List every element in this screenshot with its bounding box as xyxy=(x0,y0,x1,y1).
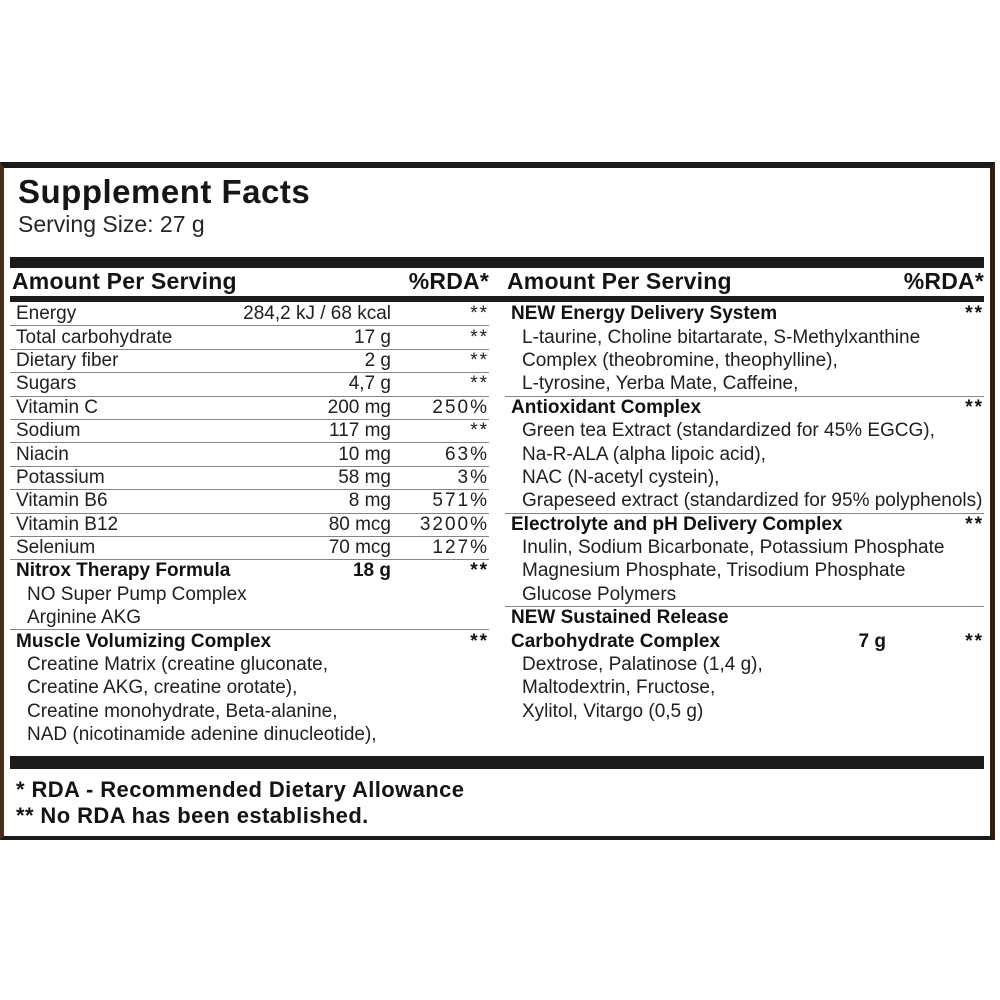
nutrient-rda: ** xyxy=(965,303,984,325)
nutrient-row xyxy=(505,373,984,396)
nutrient-rda: 250% xyxy=(432,396,489,418)
nutrient-row xyxy=(505,537,984,560)
nutrient-amount: 7 g xyxy=(858,630,886,652)
nutrient-row xyxy=(505,677,984,700)
serving-size: Serving Size: 27 g xyxy=(18,211,205,237)
nutrient-rda: 63% xyxy=(444,443,489,465)
nutrient-rda: ** xyxy=(965,513,984,535)
nutrient-amount: 18 g xyxy=(352,560,391,582)
nutrient-amount: 284,2 kJ / 68 kcal xyxy=(243,303,391,325)
nutrient-row xyxy=(10,701,489,724)
footer-divider-bar xyxy=(10,756,984,769)
rda-heading: %RDA* xyxy=(408,268,489,294)
nutrient-amount: 200 mg xyxy=(327,396,391,418)
nutrient-name: Complex (theobromine, theophylline), xyxy=(522,349,838,371)
nutrient-row xyxy=(505,607,984,630)
nutrient-row xyxy=(505,420,984,443)
nutrient-rda: 3% xyxy=(457,466,489,488)
nutrient-name: Maltodextrin, Fructose, xyxy=(522,677,716,699)
nutrient-rda: ** xyxy=(470,420,489,442)
nutrient-row xyxy=(10,537,489,560)
nutrient-row xyxy=(10,654,489,677)
column-right xyxy=(505,303,984,724)
label-title: Supplement Facts xyxy=(18,173,311,210)
amount-per-serving-heading: Amount Per Serving xyxy=(12,268,237,294)
nutrient-name: Na-R-ALA (alpha lipoic acid), xyxy=(522,443,766,465)
nutrient-row xyxy=(10,490,489,513)
nutrient-row xyxy=(10,303,489,326)
nutrient-row xyxy=(10,724,489,747)
nutrient-row xyxy=(505,630,984,653)
nutrient-name: Carbohydrate Complex xyxy=(511,630,721,652)
nutrient-rda: ** xyxy=(965,396,984,418)
nutrient-row xyxy=(10,443,489,466)
nutrient-name: L-tyrosine, Yerba Mate, Caffeine, xyxy=(522,373,799,395)
nutrient-row xyxy=(10,373,489,396)
nutrient-name: Potassium xyxy=(16,466,105,488)
amount-per-serving-heading: Amount Per Serving xyxy=(507,268,732,294)
rda-heading: %RDA* xyxy=(903,268,984,294)
nutrient-row xyxy=(10,467,489,490)
nutrient-name: Magnesium Phosphate, Trisodium Phosphate xyxy=(522,560,906,582)
column-header-right xyxy=(505,268,984,296)
nutrient-rda: 571% xyxy=(432,490,489,512)
column-header-left xyxy=(10,268,489,296)
nutrient-name: Antioxidant Complex xyxy=(511,396,702,418)
nutrient-name: NO Super Pump Complex xyxy=(27,583,247,605)
nutrient-rda: ** xyxy=(470,326,489,348)
nutrient-name: Dextrose, Palatinose (1,4 g), xyxy=(522,654,763,676)
nutrient-row xyxy=(505,326,984,349)
nutrient-name: NEW Energy Delivery System xyxy=(511,303,778,325)
nutrient-name: Green tea Extract (standardized for 45% EGCG), xyxy=(522,420,935,442)
nutrient-row xyxy=(505,490,984,513)
nutrient-name: Xylitol, Vitargo (0,5 g) xyxy=(522,700,704,722)
nutrient-name: Creatine monohydrate, Beta-alanine, xyxy=(27,700,338,722)
nutrient-row xyxy=(505,443,984,466)
nutrient-row xyxy=(505,701,984,724)
nutrient-name: Dietary fiber xyxy=(16,349,119,371)
nutrient-row xyxy=(505,303,984,326)
nutrient-amount: 58 mg xyxy=(338,466,391,488)
nutrient-name: NEW Sustained Release xyxy=(511,607,729,629)
nutrient-row xyxy=(10,397,489,420)
nutrient-row xyxy=(505,350,984,373)
nutrient-name: Inulin, Sodium Bicarbonate, Potassium Phosphate xyxy=(522,537,945,559)
nutrient-amount: 8 mg xyxy=(348,490,391,512)
nutrient-name: Selenium xyxy=(16,537,96,559)
nutrient-amount: 80 mcg xyxy=(328,513,391,535)
nutrient-amount: 10 mg xyxy=(338,443,391,465)
nutrient-rda: ** xyxy=(965,630,984,652)
footnotes xyxy=(4,769,990,829)
nutrient-row xyxy=(505,514,984,537)
facts-table xyxy=(10,303,984,747)
nutrient-name: Creatine AKG, creatine orotate), xyxy=(27,677,298,699)
nutrient-name: Energy xyxy=(16,303,77,325)
nutrient-name: NAD (nicotinamide adenine dinucleotide), xyxy=(27,724,377,746)
column-headers xyxy=(10,268,984,296)
nutrient-name: L-taurine, Choline bitartarate, S-Methylxanthine xyxy=(522,326,921,348)
nutrient-amount: 4,7 g xyxy=(348,373,391,395)
nutrient-name: Sugars xyxy=(16,373,77,395)
footnote-rda-definition: * RDA - Recommended Dietary Allowance xyxy=(16,777,465,803)
nutrient-rda: ** xyxy=(470,630,489,652)
footnote-no-rda: ** No RDA has been established. xyxy=(16,803,369,829)
nutrient-row xyxy=(10,420,489,443)
nutrient-row xyxy=(10,514,489,537)
nutrient-name: NAC (N-acetyl cystein), xyxy=(522,466,720,488)
nutrient-row xyxy=(10,630,489,653)
nutrient-name: Vitamin C xyxy=(16,396,99,418)
nutrient-rda: ** xyxy=(470,349,489,371)
nutrient-row xyxy=(505,654,984,677)
nutrient-row xyxy=(10,560,489,583)
nutrient-row xyxy=(10,350,489,373)
nutrient-amount: 70 mcg xyxy=(328,537,391,559)
nutrient-row xyxy=(505,584,984,607)
nutrient-name: Grapeseed extract (standardized for 95% polyphenols) xyxy=(522,490,983,512)
nutrient-name: Vitamin B6 xyxy=(16,490,108,512)
nutrient-row xyxy=(10,326,489,349)
nutrient-row xyxy=(10,584,489,607)
nutrient-amount: 17 g xyxy=(354,326,391,348)
nutrient-amount: 2 g xyxy=(364,349,391,371)
nutrient-name: Nitrox Therapy Formula xyxy=(16,560,231,582)
nutrient-name: Arginine AKG xyxy=(27,607,142,629)
supplement-facts-label xyxy=(0,162,995,840)
nutrient-row xyxy=(10,677,489,700)
nutrient-row xyxy=(10,607,489,630)
nutrient-rda: ** xyxy=(470,303,489,325)
nutrient-name: Niacin xyxy=(16,443,69,465)
nutrient-rda: ** xyxy=(470,560,489,582)
column-left xyxy=(10,303,489,747)
nutrient-amount: 117 mg xyxy=(329,420,391,442)
nutrient-rda: ** xyxy=(470,373,489,395)
nutrient-rda: 127% xyxy=(432,537,489,559)
nutrient-name: Total carbohydrate xyxy=(16,326,173,348)
nutrient-row xyxy=(505,467,984,490)
nutrient-row xyxy=(505,560,984,583)
nutrient-name: Electrolyte and pH Delivery Complex xyxy=(511,513,843,535)
label-header xyxy=(4,168,990,238)
top-divider-bar xyxy=(10,257,984,268)
header-underline-bar xyxy=(10,296,984,302)
nutrient-name: Glucose Polymers xyxy=(522,583,677,605)
nutrient-rda: 3200% xyxy=(419,513,489,535)
nutrient-name: Vitamin B12 xyxy=(16,513,119,535)
nutrient-name: Muscle Volumizing Complex xyxy=(16,630,272,652)
nutrient-name: Sodium xyxy=(16,420,81,442)
nutrient-row xyxy=(505,397,984,420)
nutrient-name: Creatine Matrix (creatine gluconate, xyxy=(27,654,328,676)
